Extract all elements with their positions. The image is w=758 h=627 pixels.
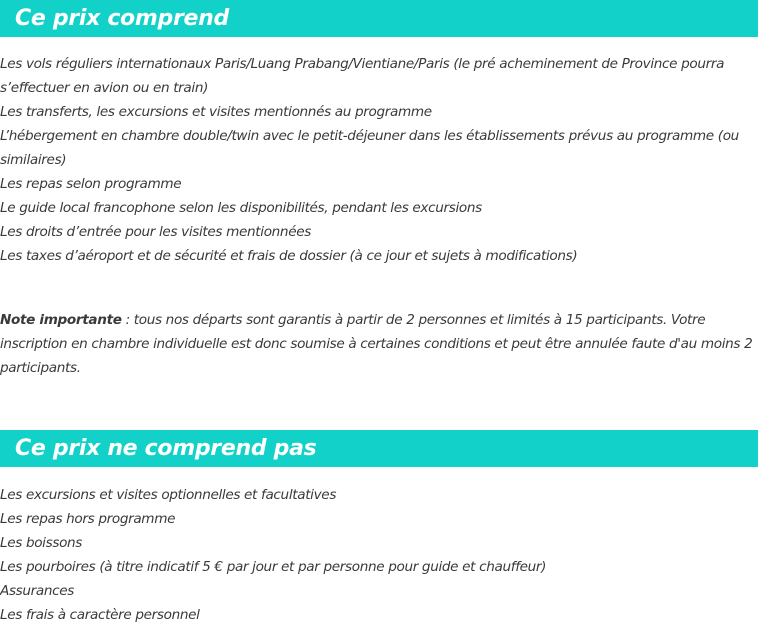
list-item: Assurances xyxy=(0,583,75,599)
note-label: Note importante xyxy=(0,312,122,328)
list-item: Les taxes d’aéroport et de sécurité et frais de dossier (à ce jour et sujets à modifications) xyxy=(0,248,578,264)
note-text: : tous nos départs sont garantis à partir de 2 personnes et limités à 15 participants. Votre inscription en chambre individuelle est donc soumise à certaines conditions et peut être annulée faute d'au moins 2 participants. xyxy=(0,312,753,376)
section-prix-ne-comprend-pas xyxy=(0,430,758,627)
important-note xyxy=(0,308,758,380)
list-item: L’hébergement en chambre double/twin avec le petit-déjeuner dans les établissements prévus au programme (ou similaires) xyxy=(0,128,739,168)
list-item: Le guide local francophone selon les disponibilités, pendant les excursions xyxy=(0,200,482,216)
section-header-ne-comprend-pas xyxy=(0,430,758,467)
list-item: Les vols réguliers internationaux Paris/Luang Prabang/Vientiane/Paris (le pré acheminement de Province pourra s’effectuer en avion ou en train) xyxy=(0,56,725,96)
section-header-comprend xyxy=(0,0,758,37)
list-item: Les repas hors programme xyxy=(0,511,176,527)
list-item: Les pourboires (à titre indicatif 5 € par jour et par personne pour guide et chauffeur) xyxy=(0,559,547,575)
section-title-comprend: Ce prix comprend xyxy=(15,6,229,31)
section-title-ne-comprend-pas: Ce prix ne comprend pas xyxy=(15,436,317,461)
included-list xyxy=(0,37,758,268)
list-item: Les excursions et visites optionnelles et facultatives xyxy=(0,487,337,503)
list-item: Les frais à caractère personnel xyxy=(0,607,200,623)
list-item: Les transferts, les excursions et visites mentionnés au programme xyxy=(0,104,432,120)
list-item: Les boissons xyxy=(0,535,83,551)
excluded-list xyxy=(0,467,758,627)
list-item: Les repas selon programme xyxy=(0,176,182,192)
list-item: Les droits d’entrée pour les visites mentionnées xyxy=(0,224,311,240)
